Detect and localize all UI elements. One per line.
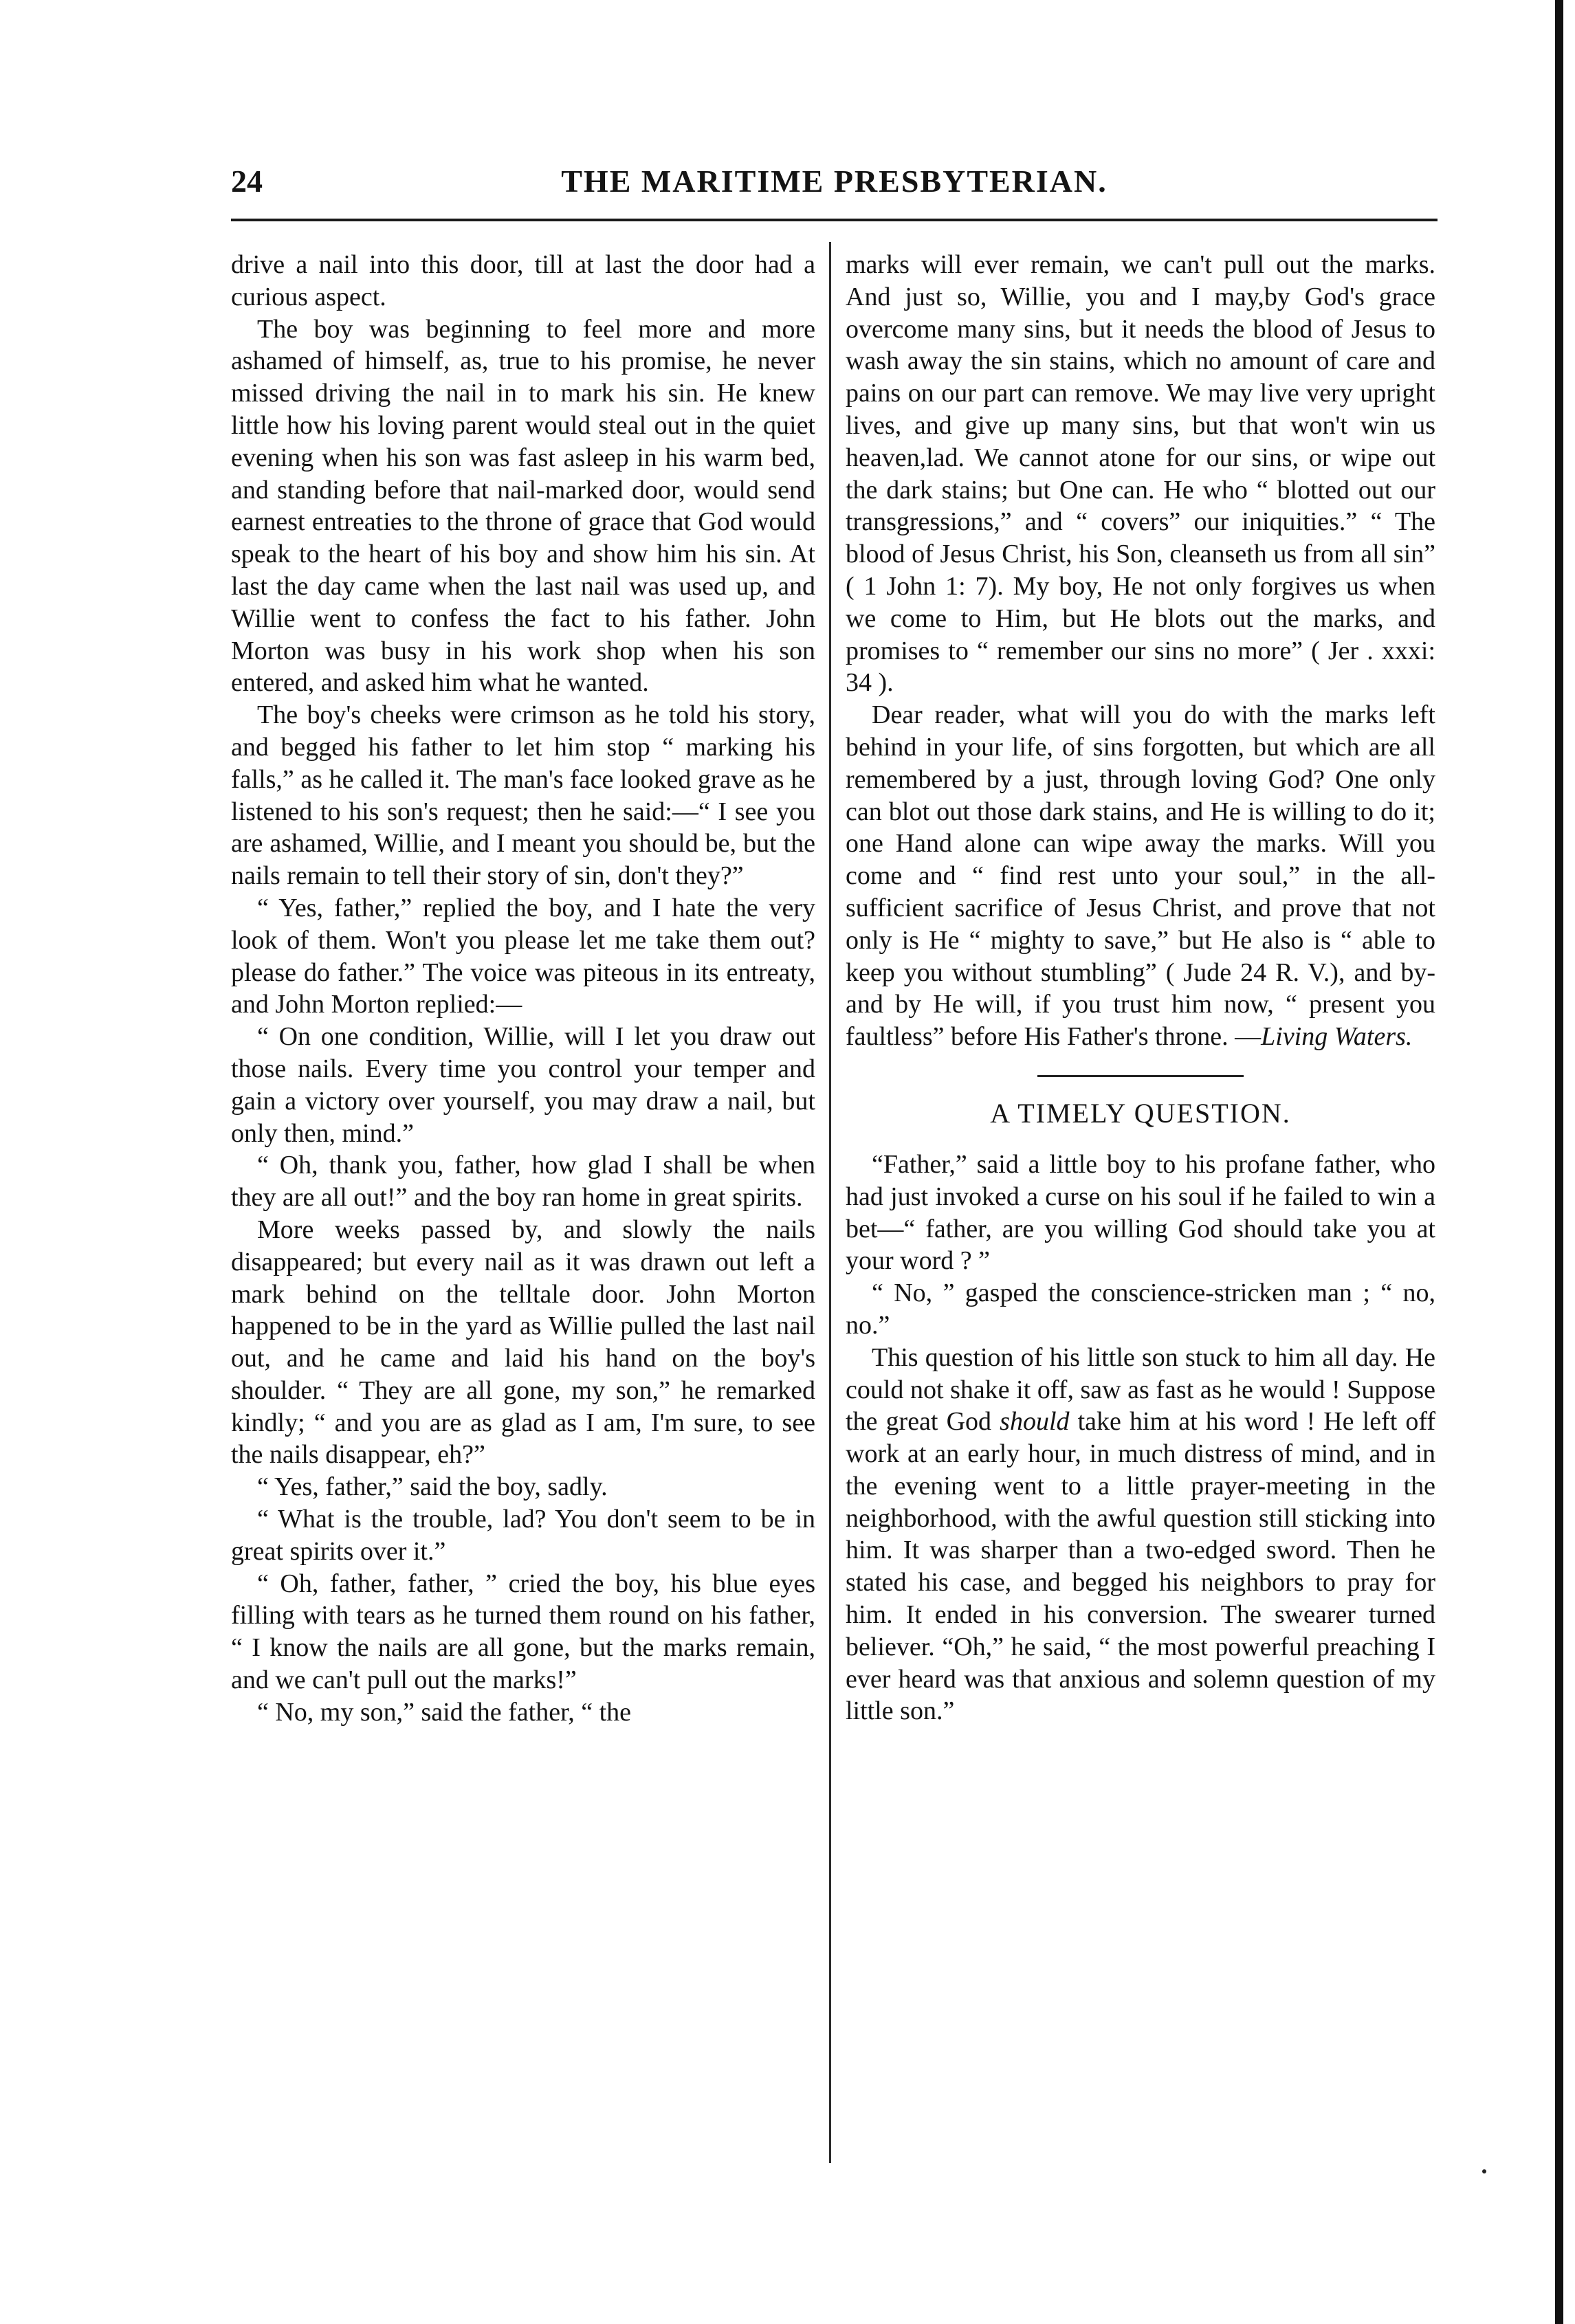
- paragraph: “ Yes, father,” said the boy, sadly.: [257, 1472, 608, 1502]
- paragraph: The boy's cheeks were crimson as he told his story, and begged his father to let him stop “ marking his falls,” as he called it. The man's face looked grave as he listened to his son's request; then he said:—“ I see you are ashamed, Willie, and I meant you should be, but the nails remain to tell their story of sin, don't they?”: [231, 700, 815, 891]
- page-edge: [1555, 0, 1563, 2324]
- paragraph: “ No, my son,” said the father, “ the: [257, 1697, 632, 1727]
- emphasis-word: should: [1000, 1407, 1070, 1437]
- header-rule: [231, 219, 1438, 221]
- paragraph: “ On one condition, Willie, will I let you draw out those nails. Every time you control your temper and gain a victory over yourself, you may draw a nail, but only then, mind.”: [231, 1022, 815, 1148]
- margin-speck: [1482, 2169, 1486, 2173]
- left-column: [231, 249, 815, 1729]
- paragraph: “ Yes, father,” replied the boy, and I hate the very look of them. Won't you please let me take them out? please do father.” The voice was piteous in its entreaty, and John Morton replied:—: [231, 893, 815, 1019]
- journal-title: THE MARITIME PRESBYTERIAN.: [561, 164, 1108, 199]
- paragraph: “ No, ” gasped the conscience-stricken man ; “ no, no.”: [846, 1279, 1435, 1340]
- paragraph: “ Oh, thank you, father, how glad I shall be when they are all out!” and the boy ran home in great spirits.: [231, 1151, 815, 1213]
- source-credit: Living Waters.: [1261, 1022, 1413, 1052]
- paragraph: “Father,” said a little boy to his profane father, who had just invoked a curse on his soul if he failed to win a bet—“ father, are you willing God should take you at your word ? ”: [846, 1149, 1435, 1276]
- right-column: [846, 249, 1435, 1727]
- page-number: 24: [231, 164, 263, 199]
- final-text-after: take him at his word ! He left off work at an early hour, in much distress of mind, and in the evening went to a little prayer-meeting in the neighborhood, with the awful question still sticking into him. It was sharper than a two-edged sword. Then he stated his case, and begged his neighbors to pray for him. It ended in his conversion. The swearer turned believer. “Oh,” he said, “ the most powerful preaching I ever heard was that anxious and solemn question of my little son.”: [846, 1407, 1436, 1726]
- section-rule: [1037, 1075, 1244, 1077]
- final-paragraph: [846, 1342, 1435, 1728]
- paragraph: More weeks passed by, and slowly the nails disappeared; but every nail as it was drawn out left a mark behind on the telltale door. John Morton happened to be in the yard as Willie pulled the last nail out, and he came and laid his hand on the boy's shoulder. “ They are all gone, my son,” he remarked kindly; “ and you are as glad as I am, I'm sure, to see the nails disappear, eh?”: [231, 1215, 815, 1470]
- paragraph: “ What is the trouble, lad? You don't seem to be in great spirits over it.”: [231, 1505, 815, 1566]
- closing-text: Dear reader, what will you do with the marks left behind in your life, of sins forgotten, but which are all remembered by a just, through loving God? One only can blot out those dark stains, and He is willing to do it; one Hand alone can wipe away the marks. Will you come and “ find rest unto your soul,” in the all-sufficient sacrifice of Jesus Christ, and prove that not only is He “ mighty to save,” but He also is “ able to keep you without stumbling” ( Jude 24 R. V.), and by-and by He will, if you trust him now, “ present you faultless” before His Father's throne. —: [846, 700, 1435, 1052]
- paragraph: marks will ever remain, we can't pull out the marks. And just so, Willie, you and I may,by God's grace overcome many sins, but it needs the blood of Jesus to wash away the sin stains, which no amount of care and pains on our part can remove. We may live very upright lives, and give up many sins, but that won't win us heaven,lad. We cannot atone for our sins, or wipe out the dark stains; but One can. He who “ blotted out our transgressions,” and “ covers” our iniquities.” “ The blood of Jesus Christ, his Son, cleanseth us from all sin” ( 1 John 1: 7). My boy, He not only forgives us when we come to Him, but He blots out the marks, and promises to “ remember our sins no more” ( Jer . xxxi: 34 ).: [846, 250, 1435, 698]
- closing-paragraph: [846, 699, 1435, 1053]
- running-head: [231, 159, 1438, 208]
- column-divider: [829, 242, 831, 2163]
- paragraph: drive a nail into this door, till at last the door had a curious aspect.: [231, 250, 815, 311]
- paragraph: “ Oh, father, father, ” cried the boy, his blue eyes filling with tears as he turned them round on his father, “ I know the nails are all gone, but the marks remain, and we can't pull out the marks!”: [231, 1569, 815, 1695]
- final-text-before: This question of his little son stuck to him all day. He could not shake it off, saw as fast as he would ! Suppose the great God: [846, 1342, 1435, 1437]
- section-title: A TIMELY QUESTION.: [990, 1097, 1291, 1129]
- paragraph: The boy was beginning to feel more and more ashamed of himself, as, true to his promise, he never missed driving the nail in to mark his sin. He knew little how his loving parent would steal out in the quiet evening when his son was fast asleep in his warm bed, and standing before that nail-marked door, would send earnest entreaties to the throne of grace that God would speak to the heart of his boy and show him his sin. At last the day came when the last nail was used up, and Willie went to confess the fact to his father. John Morton was busy in his work shop when his son entered, and asked him what he wanted.: [231, 314, 815, 698]
